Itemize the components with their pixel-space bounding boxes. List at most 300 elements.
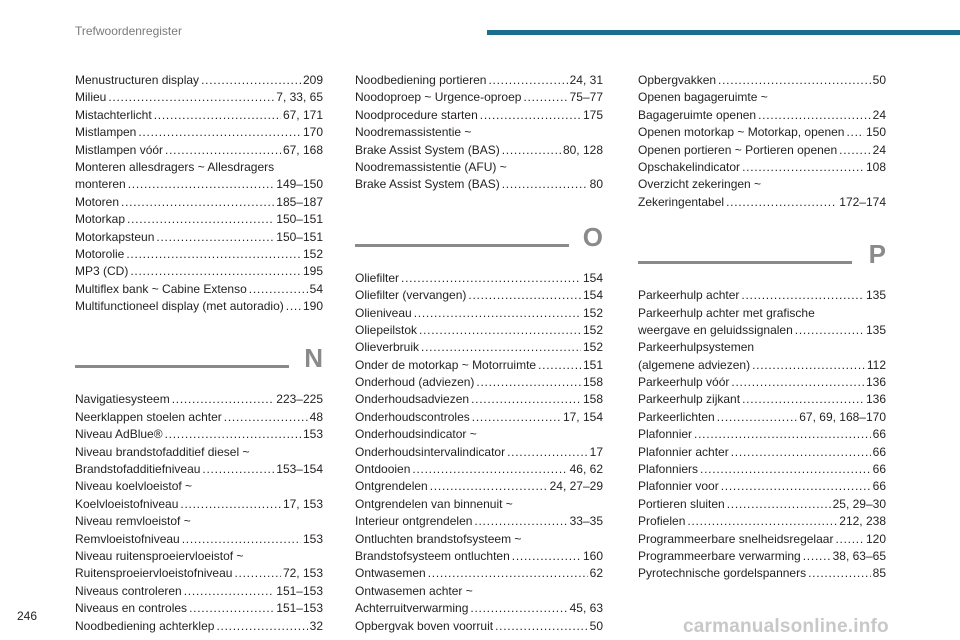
dot-leader xyxy=(201,72,301,89)
entry-pages: 175 xyxy=(582,107,603,122)
entry-pages: 172–174 xyxy=(839,194,886,209)
index-entry xyxy=(638,513,886,530)
section-header xyxy=(75,329,323,381)
entry-pages: 45, 63 xyxy=(569,601,603,616)
entry-term: Noodoproep ~ Urgence-oproep xyxy=(355,90,522,105)
index-entry xyxy=(355,444,603,461)
index-entry xyxy=(75,565,323,582)
index-entry xyxy=(638,461,886,478)
section-letter: P xyxy=(868,239,886,270)
entry-term: Niveau ruitensproeiervloeistof ~ xyxy=(75,548,244,563)
entry-pages: 50 xyxy=(589,618,603,633)
entry-pages: 150–151 xyxy=(276,212,323,227)
index-entry xyxy=(355,270,603,287)
index-entry xyxy=(355,531,603,548)
entry-pages: 38, 63–65 xyxy=(832,548,886,563)
entry-term: Opbergvak boven voorruit xyxy=(355,618,494,633)
entry-term: Niveau AdBlue® xyxy=(75,427,163,442)
entry-term: Mistlampen vóór xyxy=(75,142,164,157)
entry-pages: 48 xyxy=(309,409,323,424)
index-entry xyxy=(75,211,323,228)
entry-pages: 62 xyxy=(589,566,603,581)
dot-leader xyxy=(731,444,871,461)
entry-term: Noodremassistentie (AFU) ~ xyxy=(355,159,507,174)
entry-term: Olieverbruik xyxy=(355,340,420,355)
index-entry xyxy=(638,287,886,304)
index-entry xyxy=(355,548,603,565)
entry-pages: 153–154 xyxy=(276,462,323,477)
entry-term: Openen bagageruimte ~ xyxy=(638,90,768,105)
dot-leader xyxy=(803,548,831,565)
section-letter: O xyxy=(582,221,603,252)
entry-term: Motorolie xyxy=(75,246,125,261)
entry-pages: 67, 168 xyxy=(282,142,323,157)
dot-leader xyxy=(128,176,275,193)
entry-term: Menustructuren display xyxy=(75,73,200,87)
dot-leader xyxy=(216,618,307,635)
entry-term: Parkeerhulp achter xyxy=(638,288,740,303)
index-entry xyxy=(355,374,603,391)
dot-leader xyxy=(839,142,870,159)
dot-leader xyxy=(488,72,567,89)
index-entry xyxy=(75,391,323,408)
index-entry xyxy=(75,548,323,565)
dot-leader xyxy=(502,176,588,193)
dot-leader xyxy=(835,531,864,548)
dot-leader xyxy=(472,409,561,426)
entry-term: Onderhoudscontroles xyxy=(355,409,470,424)
index-entry xyxy=(638,305,886,322)
entry-term: Portieren sluiten xyxy=(638,496,725,511)
entry-term: Koelvloeistofniveau xyxy=(75,496,179,511)
entry-term: Brake Assist System (BAS) xyxy=(355,177,500,192)
dot-leader xyxy=(523,89,567,106)
entry-term: Plafonnier voor xyxy=(638,479,719,494)
entry-pages: 80, 128 xyxy=(562,142,603,157)
entry-pages: 85 xyxy=(872,566,886,581)
index-column-2 xyxy=(355,72,603,635)
entry-term: Remvloeistofniveau xyxy=(75,531,180,546)
entry-pages: 67, 171 xyxy=(282,107,323,122)
entry-term: Parkeerhulp achter met grafische xyxy=(638,305,815,320)
entry-term: Oliefilter (vervangen) xyxy=(355,288,467,303)
entry-pages: 24, 27–29 xyxy=(549,479,603,494)
entry-term: Ontgrendelen van binnenuit ~ xyxy=(355,496,513,511)
dot-leader xyxy=(126,246,301,263)
dot-leader xyxy=(717,409,798,426)
entry-pages: 72, 153 xyxy=(282,566,323,581)
index-entry xyxy=(355,513,603,530)
entry-term: Niveau koelvloeistof ~ xyxy=(75,479,193,494)
entry-term: Mistlampen xyxy=(75,125,137,140)
dot-leader xyxy=(758,107,871,124)
index-entry xyxy=(638,107,886,124)
dot-leader xyxy=(512,548,581,565)
dot-leader xyxy=(138,124,301,141)
dot-leader xyxy=(727,496,831,513)
entry-term: Opschakelindicator xyxy=(638,159,741,174)
page-number: 246 xyxy=(17,609,38,623)
index-entry xyxy=(75,246,323,263)
entry-pages: 154 xyxy=(582,270,603,285)
entry-term: Parkeerhulpsystemen xyxy=(638,340,755,355)
index-entry xyxy=(355,305,603,322)
entry-term: Motorkapsteun xyxy=(75,229,155,244)
index-entry xyxy=(75,194,323,211)
entry-pages: 150–151 xyxy=(276,229,323,244)
entry-pages: 66 xyxy=(872,462,886,477)
entry-term: Zekeringentabel xyxy=(638,194,725,209)
dot-leader xyxy=(687,513,837,530)
entry-term: Neerklappen stoelen achter xyxy=(75,409,222,424)
index-entry xyxy=(638,322,886,339)
entry-pages: 170 xyxy=(302,125,323,140)
dot-leader xyxy=(846,124,864,141)
entry-term: Niveau brandstofadditief diesel ~ xyxy=(75,444,250,459)
entry-term: Noodremassistentie ~ xyxy=(355,125,472,140)
index-entry xyxy=(638,374,886,391)
index-entry xyxy=(75,444,323,461)
index-entry xyxy=(75,409,323,426)
index-entry xyxy=(638,159,886,176)
entry-pages: 75–77 xyxy=(569,90,603,105)
dot-leader xyxy=(474,513,567,530)
entry-term: Opbergvakken xyxy=(638,73,717,87)
entry-term: Onderhoudsindicator ~ xyxy=(355,427,477,442)
entry-term: Motoren xyxy=(75,194,120,209)
entry-pages: 212, 238 xyxy=(839,514,886,529)
entry-pages: 32 xyxy=(309,618,323,633)
entry-term: Programmeerbare verwarming xyxy=(638,548,801,563)
entry-term: Oliefilter xyxy=(355,270,400,285)
entry-pages: 151–153 xyxy=(276,601,323,616)
index-entry xyxy=(355,618,603,635)
index-entry xyxy=(75,229,323,246)
entry-term: Interieur ontgrendelen xyxy=(355,514,473,529)
dot-leader xyxy=(172,391,275,408)
index-entry xyxy=(75,281,323,298)
dot-leader xyxy=(165,426,301,443)
dot-leader xyxy=(476,374,581,391)
entry-pages: 66 xyxy=(872,479,886,494)
entry-pages: 160 xyxy=(582,548,603,563)
dot-leader xyxy=(752,357,865,374)
index-entry xyxy=(638,496,886,513)
entry-pages: 66 xyxy=(872,444,886,459)
entry-term: Ontdooien xyxy=(355,462,411,477)
entry-term: Bagageruimte openen xyxy=(638,107,757,122)
dot-leader xyxy=(731,374,864,391)
dot-leader xyxy=(742,159,864,176)
index-column-3 xyxy=(638,72,886,583)
entry-term: Mistachterlicht xyxy=(75,107,152,122)
entry-term: Niveaus en controles xyxy=(75,601,188,616)
entry-pages: 17 xyxy=(589,444,603,459)
entry-pages: 185–187 xyxy=(276,194,323,209)
entry-pages: 112 xyxy=(866,357,886,372)
index-entry xyxy=(75,159,323,176)
entry-term: Multiflex bank ~ Cabine Extenso xyxy=(75,281,247,296)
index-entry xyxy=(638,548,886,565)
entry-term: (algemene adviezen) xyxy=(638,357,751,372)
entry-term: Ruitensproeiervloeistofniveau xyxy=(75,566,233,581)
index-entry xyxy=(355,322,603,339)
header-accent-bar xyxy=(487,30,960,35)
index-entry xyxy=(75,298,323,315)
entry-pages: 136 xyxy=(865,375,886,390)
index-entry xyxy=(355,287,603,304)
index-column-1 xyxy=(75,72,323,635)
index-entry xyxy=(75,124,323,141)
entry-pages: 149–150 xyxy=(276,177,323,192)
dot-leader xyxy=(224,409,308,426)
entry-term: Programmeerbare snelheidsregelaar xyxy=(638,531,834,546)
dot-leader xyxy=(721,478,871,495)
dot-leader xyxy=(742,391,864,408)
entry-pages: 158 xyxy=(582,375,603,390)
dot-leader xyxy=(495,618,588,635)
entry-term: Profielen xyxy=(638,514,686,529)
entry-pages: 152 xyxy=(302,246,323,261)
entry-term: Plafonniers xyxy=(638,462,699,477)
entry-term: Brandstofsysteem ontluchten xyxy=(355,548,510,563)
dot-leader xyxy=(471,391,581,408)
section-header xyxy=(355,208,603,260)
index-entry xyxy=(638,478,886,495)
index-entry xyxy=(355,496,603,513)
dot-leader xyxy=(286,298,301,315)
index-entry xyxy=(75,600,323,617)
entry-pages: 25, 29–30 xyxy=(832,496,886,511)
dot-leader xyxy=(421,339,581,356)
index-entry xyxy=(75,531,323,548)
index-entry xyxy=(638,565,886,582)
index-entry xyxy=(355,89,603,106)
entry-term: Plafonnier xyxy=(638,427,693,442)
dot-leader xyxy=(156,229,274,246)
entry-term: MP3 (CD) xyxy=(75,264,129,279)
index-entry xyxy=(355,600,603,617)
entry-term: Motorkap xyxy=(75,212,126,227)
entry-term: Navigatiesysteem xyxy=(75,392,170,407)
entry-term: Ontgrendelen xyxy=(355,479,428,494)
dot-leader xyxy=(130,263,301,280)
index-entry xyxy=(638,89,886,106)
index-entry xyxy=(355,461,603,478)
index-entry xyxy=(355,159,603,176)
index-entry xyxy=(75,263,323,280)
entry-pages: 152 xyxy=(582,340,603,355)
entry-term: Oliepeilstok xyxy=(355,322,418,337)
entry-term: Onderhoudsadviezen xyxy=(355,392,470,407)
entry-pages: 153 xyxy=(302,427,323,442)
index-entry xyxy=(75,461,323,478)
entry-pages: 120 xyxy=(865,531,886,546)
entry-pages: 67, 69, 168–170 xyxy=(799,409,886,424)
entry-term: Onderhoud (adviezen) xyxy=(355,375,475,390)
entry-term: Pyrotechnische gordelspanners xyxy=(638,566,807,581)
index-entry xyxy=(638,124,886,141)
index-entry xyxy=(75,142,323,159)
index-entry xyxy=(638,72,886,89)
dot-leader xyxy=(401,270,581,287)
entry-term: Onder de motorkap ~ Motorruimte xyxy=(355,357,537,372)
index-entry xyxy=(355,409,603,426)
entry-term: Niveaus controleren xyxy=(75,583,182,598)
index-entry xyxy=(355,339,603,356)
entry-term: weergave en geluidssignalen xyxy=(638,322,793,337)
dot-leader xyxy=(180,496,281,513)
index-entry xyxy=(355,426,603,443)
index-entry xyxy=(355,391,603,408)
index-entry xyxy=(355,142,603,159)
dot-leader xyxy=(428,565,588,582)
index-entry xyxy=(75,176,323,193)
dot-leader xyxy=(502,142,561,159)
entry-term: Ontwasemen xyxy=(355,566,426,581)
entry-term: Olieniveau xyxy=(355,305,412,320)
dot-leader xyxy=(249,281,308,298)
entry-pages: 150 xyxy=(865,125,886,140)
entry-pages: 7, 33, 65 xyxy=(276,90,323,105)
dot-leader xyxy=(468,287,581,304)
dot-leader xyxy=(480,107,581,124)
dot-leader xyxy=(108,89,274,106)
entry-pages: 17, 154 xyxy=(562,409,603,424)
index-entry xyxy=(638,444,886,461)
entry-term: Brake Assist System (BAS) xyxy=(355,142,500,157)
dot-leader xyxy=(154,107,281,124)
entry-pages: 50 xyxy=(872,73,886,87)
section-divider xyxy=(638,261,852,264)
entry-pages: 152 xyxy=(582,322,603,337)
dot-leader xyxy=(189,600,274,617)
entry-pages: 136 xyxy=(865,392,886,407)
index-entry xyxy=(75,618,323,635)
dot-leader xyxy=(234,565,281,582)
index-entry xyxy=(75,513,323,530)
index-entry xyxy=(638,194,886,211)
entry-pages: 66 xyxy=(872,427,886,442)
dot-leader xyxy=(700,461,871,478)
entry-pages: 223–225 xyxy=(276,392,323,407)
entry-term: Monteren allesdragers ~ Allesdragers xyxy=(75,159,275,174)
index-entry xyxy=(638,176,886,193)
section-divider xyxy=(75,365,289,368)
section-letter: N xyxy=(304,343,323,374)
section-title: Trefwoordenregister xyxy=(75,24,182,38)
entry-term: Noodbediening portieren xyxy=(355,73,487,87)
entry-term: Brandstofadditiefniveau xyxy=(75,462,201,477)
index-entry xyxy=(75,478,323,495)
entry-pages: 24, 31 xyxy=(569,73,603,87)
index-entry xyxy=(75,72,323,89)
entry-pages: 151–153 xyxy=(276,583,323,598)
entry-term: Parkeerlichten xyxy=(638,409,715,424)
dot-leader xyxy=(121,194,274,211)
dot-leader xyxy=(202,461,274,478)
section-header xyxy=(638,225,886,277)
index-entry xyxy=(355,357,603,374)
index-entry xyxy=(75,107,323,124)
watermark: carmanualsonline.info xyxy=(683,616,889,637)
entry-term: Onderhoudsintervalindicator xyxy=(355,444,506,459)
index-entry xyxy=(638,357,886,374)
entry-term: Multifunctioneel display (met autoradio) xyxy=(75,299,284,314)
dot-leader xyxy=(414,305,581,322)
entry-pages: 190 xyxy=(302,299,323,314)
entry-pages: 24 xyxy=(872,142,886,157)
entry-pages: 80 xyxy=(589,177,603,192)
entry-term: Overzicht zekeringen ~ xyxy=(638,177,762,192)
index-entry xyxy=(75,426,323,443)
entry-pages: 152 xyxy=(582,305,603,320)
entry-pages: 135 xyxy=(865,322,886,337)
entry-term: Ontluchten brandstofsysteem ~ xyxy=(355,531,522,546)
index-entry xyxy=(355,176,603,193)
entry-term: Noodbediening achterklep xyxy=(75,618,215,633)
entry-pages: 154 xyxy=(582,288,603,303)
entry-term: Ontwasemen achter ~ xyxy=(355,583,473,598)
index-entry xyxy=(355,565,603,582)
index-entry xyxy=(355,478,603,495)
dot-leader xyxy=(430,478,548,495)
index-entry xyxy=(75,583,323,600)
index-entry xyxy=(638,142,886,159)
index-entry xyxy=(638,339,886,356)
entry-term: Milieu xyxy=(75,90,107,105)
entry-pages: 153 xyxy=(302,531,323,546)
entry-pages: 151 xyxy=(582,357,603,372)
dot-leader xyxy=(184,583,275,600)
dot-leader xyxy=(165,142,281,159)
entry-term: monteren xyxy=(75,177,126,192)
dot-leader xyxy=(470,600,567,617)
index-entry xyxy=(638,426,886,443)
entry-pages: 54 xyxy=(309,281,323,296)
entry-pages: 33–35 xyxy=(569,514,603,529)
entry-term: Plafonnier achter xyxy=(638,444,729,459)
entry-term: Noodprocedure starten xyxy=(355,107,478,122)
entry-term: Parkeerhulp vóór xyxy=(638,375,730,390)
section-divider xyxy=(355,244,569,247)
entry-pages: 135 xyxy=(865,288,886,303)
index-entry xyxy=(75,89,323,106)
index-entry xyxy=(75,496,323,513)
dot-leader xyxy=(694,426,871,443)
dot-leader xyxy=(726,194,837,211)
index-entry xyxy=(355,72,603,89)
entry-pages: 195 xyxy=(302,264,323,279)
dot-leader xyxy=(412,461,567,478)
dot-leader xyxy=(718,72,871,89)
entry-pages: 158 xyxy=(582,392,603,407)
dot-leader xyxy=(741,287,864,304)
dot-leader xyxy=(808,565,871,582)
entry-term: Openen portieren ~ Portieren openen xyxy=(638,142,838,157)
entry-pages: 24 xyxy=(872,107,886,122)
entry-term: Openen motorkap ~ Motorkap, openen xyxy=(638,125,845,140)
dot-leader xyxy=(795,322,864,339)
dot-leader xyxy=(419,322,581,339)
dot-leader xyxy=(182,531,301,548)
index-entry xyxy=(355,583,603,600)
entry-pages: 108 xyxy=(865,159,886,174)
dot-leader xyxy=(538,357,581,374)
entry-pages: 46, 62 xyxy=(569,462,603,477)
index-entry xyxy=(638,531,886,548)
dot-leader xyxy=(507,444,588,461)
